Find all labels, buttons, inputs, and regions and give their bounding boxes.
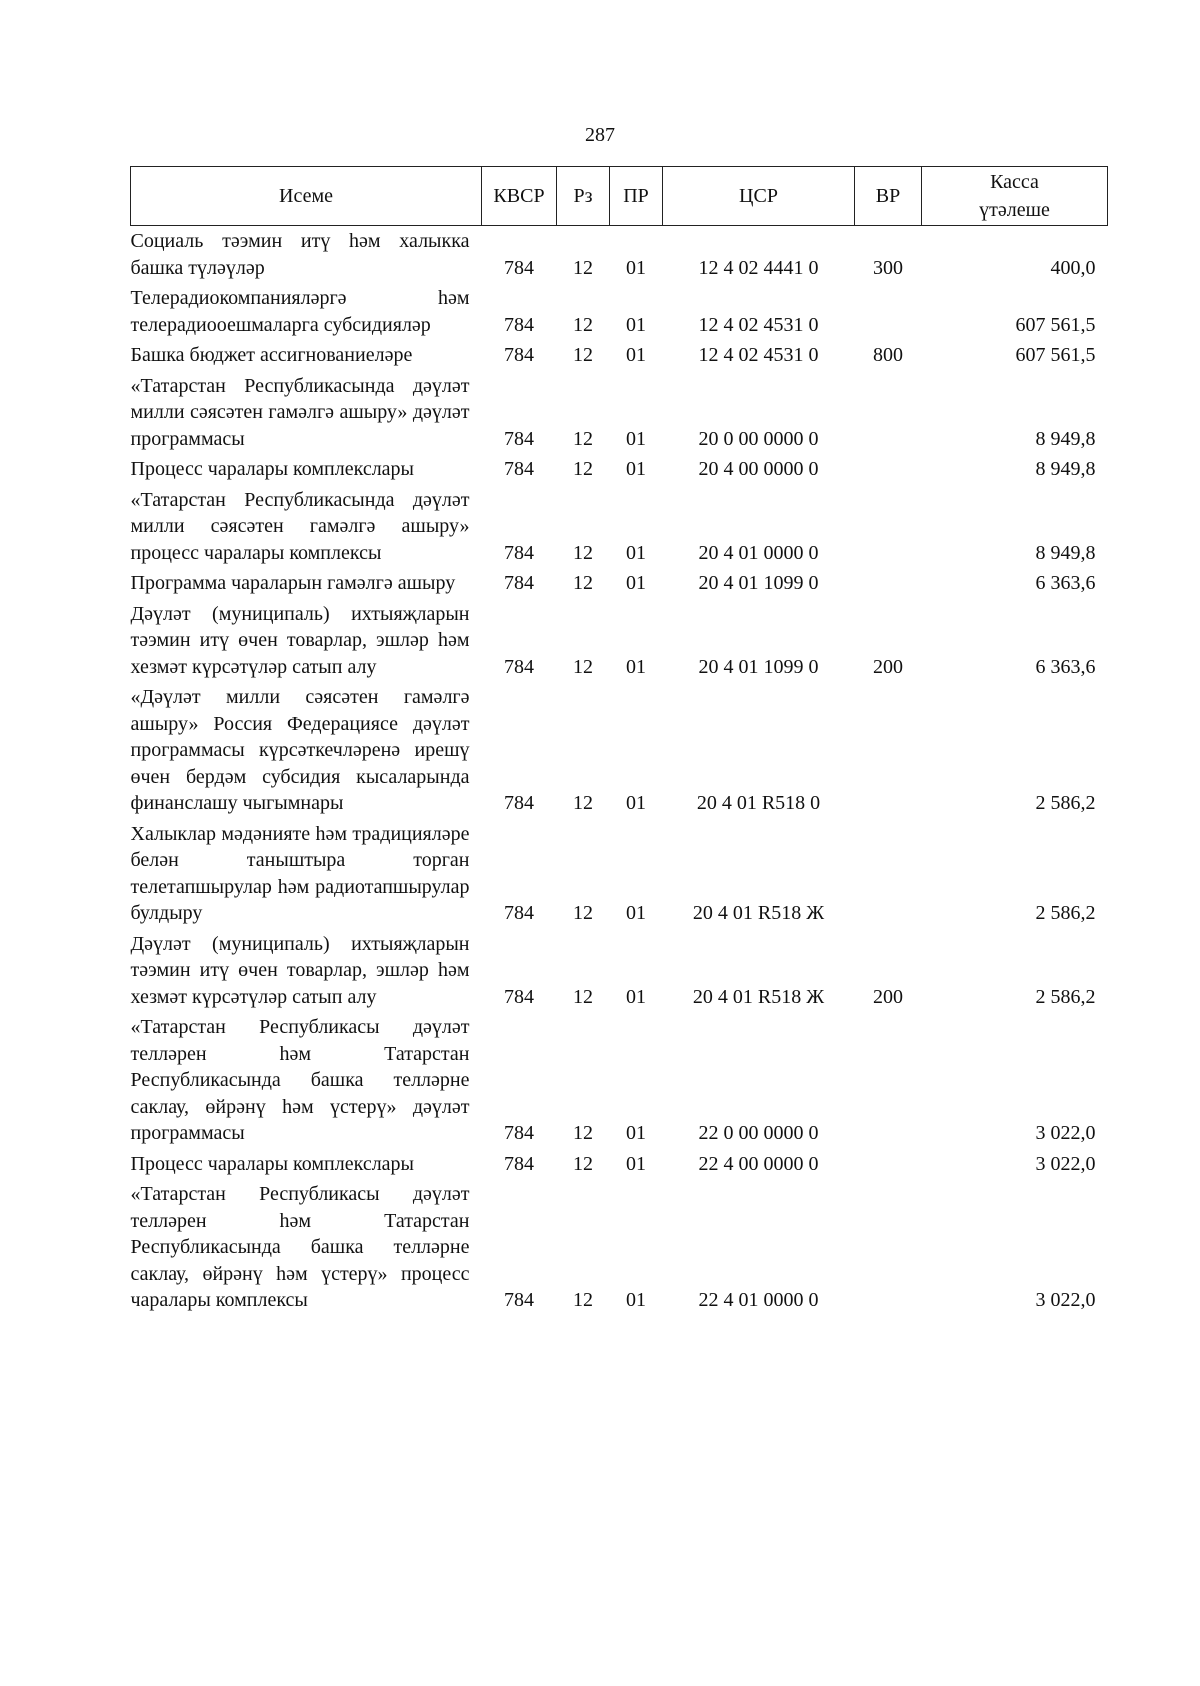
row-pr: 01 — [626, 1289, 646, 1311]
row-name: Башка бюджет ассигнованиеләре — [130, 344, 413, 366]
row-pr: 01 — [626, 792, 646, 814]
row-kvsr: 784 — [504, 985, 534, 1008]
row-vr — [855, 1014, 922, 1151]
row-amount: 3 022,0 — [1035, 1122, 1096, 1144]
table-row — [131, 601, 1108, 685]
row-vr — [855, 684, 922, 821]
row-kvsr: 784 — [504, 256, 534, 279]
row-name: Дәүләт (муниципаль) ихтыяҗларын тәэмин итү өчен товарлар, эшләр һәм хезмәт күрсәтүләр сатып алу — [130, 602, 470, 678]
row-vr — [855, 570, 922, 601]
table-row — [131, 1014, 1108, 1151]
row-csr: 20 4 01 1099 0 — [698, 572, 819, 594]
row-amount: 6 363,6 — [1035, 655, 1096, 678]
row-rz: 12 — [573, 313, 593, 336]
row-rz: 12 — [573, 427, 593, 450]
row-kvsr: 784 — [504, 541, 534, 564]
row-amount: 3 022,0 — [1035, 1289, 1096, 1311]
header-name: Исеме — [131, 167, 482, 226]
table-row — [131, 570, 1108, 601]
table-row — [131, 931, 1108, 1015]
row-name: Халыклар мәдәнияте һәм традицияләре белән таныштыра торган телетапшырулар һәм радиотапшырулар булдыру — [130, 822, 470, 924]
row-rz: 12 — [573, 1122, 593, 1144]
row-rz: 12 — [573, 792, 593, 814]
row-pr: 01 — [626, 1152, 646, 1175]
table-row — [131, 821, 1108, 931]
row-amount: 2 586,2 — [1035, 792, 1096, 814]
row-csr: 22 0 00 0000 0 — [698, 1122, 819, 1144]
row-csr: 20 4 01 1099 0 — [698, 655, 819, 678]
row-kvsr: 784 — [504, 1152, 534, 1175]
row-csr: 20 4 01 0000 0 — [698, 541, 819, 564]
row-amount: 400,0 — [1050, 256, 1096, 279]
row-rz: 12 — [573, 572, 593, 594]
page-number: 287 — [585, 124, 615, 146]
row-rz: 12 — [573, 985, 593, 1008]
row-kvsr: 784 — [504, 1122, 534, 1144]
row-csr: 20 0 00 0000 0 — [698, 427, 819, 450]
row-vr: 200 — [873, 985, 903, 1008]
header-rz: Рз — [557, 167, 610, 226]
row-name: «Татарстан Республикасында дәүләт милли сәясәтен гамәлгә ашыру» процесс чаралары комплексы — [130, 488, 470, 564]
row-amount: 607 561,5 — [1015, 313, 1096, 336]
row-pr: 01 — [626, 313, 646, 336]
row-vr: 300 — [873, 256, 903, 279]
budget-table — [130, 166, 1108, 1318]
header-csr: ЦСР — [663, 167, 855, 226]
header-vr: ВР — [855, 167, 922, 226]
header-row — [131, 167, 1108, 226]
row-kvsr: 784 — [504, 792, 534, 814]
row-vr — [855, 487, 922, 571]
row-kvsr: 784 — [504, 1289, 534, 1311]
row-amount: 6 363,6 — [1035, 572, 1096, 594]
row-rz: 12 — [573, 458, 593, 480]
header-kvsr: КВСР — [482, 167, 557, 226]
row-vr: 200 — [873, 655, 903, 678]
table-row — [131, 1151, 1108, 1182]
table-row — [131, 285, 1108, 342]
row-name: Дәүләт (муниципаль) ихтыяҗларын тәэмин итү өчен товарлар, эшләр һәм хезмәт күрсәтүләр сатып алу — [130, 932, 470, 1008]
row-amount: 8 949,8 — [1035, 427, 1096, 450]
header-pr: ПР — [610, 167, 663, 226]
row-pr: 01 — [626, 985, 646, 1008]
row-kvsr: 784 — [504, 655, 534, 678]
row-pr: 01 — [626, 902, 646, 924]
row-pr: 01 — [626, 541, 646, 564]
row-name: Процесс чаралары комплекслары — [130, 458, 414, 480]
row-kvsr: 784 — [504, 902, 534, 924]
row-rz: 12 — [573, 655, 593, 678]
row-rz: 12 — [573, 1152, 593, 1175]
row-vr — [855, 373, 922, 457]
row-vr — [855, 821, 922, 931]
row-amount: 8 949,8 — [1035, 458, 1096, 480]
table-row — [131, 684, 1108, 821]
row-vr — [855, 1181, 922, 1318]
header-amount-line2: үтәлеше — [979, 199, 1050, 221]
row-csr: 12 4 02 4531 0 — [698, 344, 819, 366]
row-kvsr: 784 — [504, 313, 534, 336]
row-pr: 01 — [626, 1122, 646, 1144]
row-pr: 01 — [626, 344, 646, 366]
row-name: Процесс чаралары комплекслары — [130, 1152, 414, 1175]
row-rz: 12 — [573, 344, 593, 366]
row-pr: 01 — [626, 427, 646, 450]
row-rz: 12 — [573, 541, 593, 564]
row-name: «Татарстан Республикасы дәүләт телләрен һәм Татарстан Республикасында башка телләрне саклау, өйрәнү һәм үстерү» процесс чаралары комплексы — [130, 1183, 470, 1311]
row-vr — [855, 456, 922, 487]
table-row — [131, 226, 1108, 286]
row-name: «Татарстан Республикасында дәүләт милли сәясәтен гамәлгә ашыру» дәүләт программасы — [130, 374, 470, 450]
row-kvsr: 784 — [504, 427, 534, 450]
row-csr: 22 4 01 0000 0 — [698, 1289, 819, 1311]
row-csr: 12 4 02 4441 0 — [698, 256, 819, 279]
row-name: «Дәүләт милли сәясәтен гамәлгә ашыру» Россия Федерациясе дәүләт программасы күрсәткечләренә ирешү өчен бердәм субсидия кысаларында финанслашу чыгымнары — [130, 686, 470, 814]
row-pr: 01 — [626, 655, 646, 678]
table-row — [131, 456, 1108, 487]
row-csr: 20 4 01 R518 0 — [696, 792, 821, 814]
table-row — [131, 487, 1108, 571]
table-header — [131, 167, 1108, 226]
row-csr: 22 4 00 0000 0 — [698, 1152, 819, 1175]
row-amount: 607 561,5 — [1015, 344, 1096, 366]
row-amount: 2 586,2 — [1035, 902, 1096, 924]
table-row — [131, 1181, 1108, 1318]
row-amount: 2 586,2 — [1035, 985, 1096, 1008]
row-rz: 12 — [573, 256, 593, 279]
row-amount: 3 022,0 — [1035, 1152, 1096, 1175]
row-name: Программа чараларын гамәлгә ашыру — [130, 572, 456, 594]
row-kvsr: 784 — [504, 572, 534, 594]
row-name: Телерадиокомпанияләргә һәм телерадиооешмаларга субсидияләр — [130, 287, 470, 336]
row-name: «Татарстан Республикасы дәүләт телләрен һәм Татарстан Республикасында башка телләрне саклау, өйрәнү һәм үстерү» дәүләт программасы — [130, 1016, 470, 1144]
row-vr — [855, 1151, 922, 1182]
row-kvsr: 784 — [504, 458, 534, 480]
row-csr: 20 4 01 R518 Ж — [692, 985, 825, 1008]
row-rz: 12 — [573, 902, 593, 924]
table-row — [131, 373, 1108, 457]
header-amount-line1: Касса — [990, 171, 1039, 193]
row-name: Социаль тәэмин итү һәм халыкка башка түләүләр — [130, 230, 470, 279]
row-amount: 8 949,8 — [1035, 541, 1096, 564]
row-kvsr: 784 — [504, 344, 534, 366]
row-csr: 12 4 02 4531 0 — [698, 313, 819, 336]
row-pr: 01 — [626, 572, 646, 594]
row-csr: 20 4 00 0000 0 — [698, 458, 819, 480]
table-body — [131, 226, 1108, 1318]
table-row — [131, 342, 1108, 373]
row-rz: 12 — [573, 1289, 593, 1311]
header-amount — [922, 167, 1108, 226]
row-vr — [855, 285, 922, 342]
row-csr: 20 4 01 R518 Ж — [692, 902, 825, 924]
row-pr: 01 — [626, 458, 646, 480]
row-vr: 800 — [873, 344, 903, 366]
row-pr: 01 — [626, 256, 646, 279]
